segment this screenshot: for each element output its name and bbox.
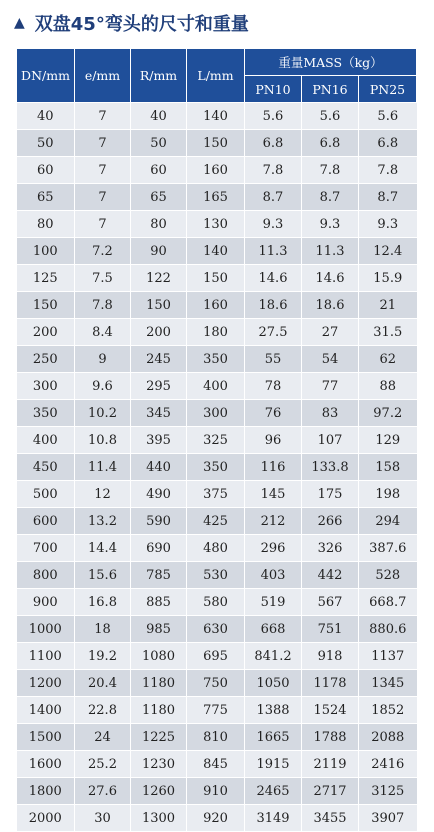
cell-pn25: 1852 (359, 697, 417, 724)
table-row (17, 589, 417, 616)
table-row (17, 319, 417, 346)
cell-pn16: 2119 (302, 751, 359, 778)
cell-dn: 150 (17, 292, 75, 319)
cell-l: 165 (187, 184, 245, 211)
cell-pn16: 8.7 (302, 184, 359, 211)
cell-dn: 1400 (17, 697, 75, 724)
cell-pn25: 3907 (359, 805, 417, 832)
table-row (17, 616, 417, 643)
table-row (17, 103, 417, 130)
cell-pn10: 212 (245, 508, 302, 535)
cell-pn16: 1788 (302, 724, 359, 751)
cell-e: 14.4 (75, 535, 131, 562)
cell-pn16: 11.3 (302, 238, 359, 265)
cell-e: 25.2 (75, 751, 131, 778)
cell-pn16: 18.6 (302, 292, 359, 319)
cell-l: 150 (187, 265, 245, 292)
cell-e: 7.2 (75, 238, 131, 265)
cell-pn10: 1665 (245, 724, 302, 751)
cell-dn: 400 (17, 427, 75, 454)
cell-pn16: 3455 (302, 805, 359, 832)
cell-dn: 1000 (17, 616, 75, 643)
table-row (17, 751, 417, 778)
cell-pn16: 1524 (302, 697, 359, 724)
cell-pn10: 18.6 (245, 292, 302, 319)
table-row (17, 562, 417, 589)
cell-dn: 800 (17, 562, 75, 589)
cell-l: 920 (187, 805, 245, 832)
cell-l: 845 (187, 751, 245, 778)
cell-pn25: 9.3 (359, 211, 417, 238)
cell-pn10: 1388 (245, 697, 302, 724)
cell-r: 1080 (131, 643, 187, 670)
cell-e: 16.8 (75, 589, 131, 616)
cell-l: 150 (187, 130, 245, 157)
table-row (17, 508, 417, 535)
cell-dn: 1500 (17, 724, 75, 751)
cell-pn16: 751 (302, 616, 359, 643)
cell-pn16: 175 (302, 481, 359, 508)
cell-pn25: 8.7 (359, 184, 417, 211)
cell-pn25: 1345 (359, 670, 417, 697)
cell-e: 19.2 (75, 643, 131, 670)
table-row (17, 130, 417, 157)
cell-l: 140 (187, 238, 245, 265)
table-row (17, 400, 417, 427)
cell-r: 1180 (131, 697, 187, 724)
cell-e: 13.2 (75, 508, 131, 535)
header-pn16: PN16 (302, 76, 359, 103)
cell-pn10: 296 (245, 535, 302, 562)
cell-pn10: 1050 (245, 670, 302, 697)
cell-l: 910 (187, 778, 245, 805)
cell-pn25: 1137 (359, 643, 417, 670)
cell-l: 775 (187, 697, 245, 724)
cell-dn: 1100 (17, 643, 75, 670)
cell-l: 130 (187, 211, 245, 238)
cell-l: 750 (187, 670, 245, 697)
cell-dn: 250 (17, 346, 75, 373)
cell-e: 18 (75, 616, 131, 643)
cell-dn: 125 (17, 265, 75, 292)
cell-r: 1230 (131, 751, 187, 778)
cell-pn16: 6.8 (302, 130, 359, 157)
cell-pn16: 918 (302, 643, 359, 670)
cell-e: 11.4 (75, 454, 131, 481)
cell-l: 580 (187, 589, 245, 616)
cell-dn: 65 (17, 184, 75, 211)
cell-pn10: 6.8 (245, 130, 302, 157)
cell-e: 22.8 (75, 697, 131, 724)
cell-pn10: 3149 (245, 805, 302, 832)
title-text: 双盘45°弯头的尺寸和重量 (34, 14, 249, 35)
cell-r: 50 (131, 130, 187, 157)
cell-pn16: 83 (302, 400, 359, 427)
cell-dn: 1600 (17, 751, 75, 778)
dimensions-table (16, 48, 417, 832)
cell-dn: 1800 (17, 778, 75, 805)
cell-e: 30 (75, 805, 131, 832)
cell-r: 885 (131, 589, 187, 616)
cell-pn25: 21 (359, 292, 417, 319)
cell-pn25: 88 (359, 373, 417, 400)
cell-r: 345 (131, 400, 187, 427)
cell-pn25: 6.8 (359, 130, 417, 157)
table-row (17, 157, 417, 184)
cell-l: 425 (187, 508, 245, 535)
cell-l: 630 (187, 616, 245, 643)
cell-r: 122 (131, 265, 187, 292)
cell-pn10: 76 (245, 400, 302, 427)
cell-dn: 100 (17, 238, 75, 265)
page-title (14, 10, 249, 36)
cell-pn25: 5.6 (359, 103, 417, 130)
cell-l: 350 (187, 346, 245, 373)
table-row (17, 265, 417, 292)
table-row (17, 697, 417, 724)
cell-l: 480 (187, 535, 245, 562)
cell-pn16: 9.3 (302, 211, 359, 238)
cell-pn25: 387.6 (359, 535, 417, 562)
cell-e: 15.6 (75, 562, 131, 589)
cell-dn: 500 (17, 481, 75, 508)
cell-r: 985 (131, 616, 187, 643)
cell-l: 400 (187, 373, 245, 400)
table-row (17, 454, 417, 481)
cell-l: 530 (187, 562, 245, 589)
header-dn: DN/mm (17, 49, 75, 103)
cell-r: 490 (131, 481, 187, 508)
cell-pn16: 5.6 (302, 103, 359, 130)
table-row (17, 805, 417, 832)
cell-l: 160 (187, 157, 245, 184)
cell-pn10: 9.3 (245, 211, 302, 238)
cell-pn16: 54 (302, 346, 359, 373)
cell-pn16: 567 (302, 589, 359, 616)
cell-pn25: 97.2 (359, 400, 417, 427)
cell-r: 690 (131, 535, 187, 562)
cell-dn: 700 (17, 535, 75, 562)
table-row (17, 535, 417, 562)
cell-l: 810 (187, 724, 245, 751)
triangle-icon: ▲ (14, 15, 25, 31)
cell-dn: 1200 (17, 670, 75, 697)
cell-pn16: 2717 (302, 778, 359, 805)
cell-e: 7 (75, 130, 131, 157)
cell-pn25: 31.5 (359, 319, 417, 346)
cell-pn10: 55 (245, 346, 302, 373)
cell-pn16: 27 (302, 319, 359, 346)
cell-l: 300 (187, 400, 245, 427)
cell-e: 9 (75, 346, 131, 373)
table-row (17, 724, 417, 751)
cell-dn: 50 (17, 130, 75, 157)
cell-pn10: 145 (245, 481, 302, 508)
cell-dn: 200 (17, 319, 75, 346)
cell-pn10: 27.5 (245, 319, 302, 346)
cell-dn: 40 (17, 103, 75, 130)
cell-pn16: 7.8 (302, 157, 359, 184)
header-l: L/mm (187, 49, 245, 103)
header-pn10: PN10 (245, 76, 302, 103)
table-row (17, 373, 417, 400)
cell-pn25: 15.9 (359, 265, 417, 292)
cell-dn: 60 (17, 157, 75, 184)
table-row (17, 643, 417, 670)
cell-e: 24 (75, 724, 131, 751)
cell-e: 10.2 (75, 400, 131, 427)
cell-dn: 80 (17, 211, 75, 238)
cell-e: 7.8 (75, 292, 131, 319)
cell-r: 1300 (131, 805, 187, 832)
table-row (17, 238, 417, 265)
cell-e: 7 (75, 211, 131, 238)
cell-pn25: 198 (359, 481, 417, 508)
cell-pn10: 668 (245, 616, 302, 643)
cell-dn: 450 (17, 454, 75, 481)
cell-pn10: 5.6 (245, 103, 302, 130)
table-row (17, 184, 417, 211)
cell-pn25: 2088 (359, 724, 417, 751)
cell-pn25: 668.7 (359, 589, 417, 616)
cell-pn10: 841.2 (245, 643, 302, 670)
cell-pn16: 1178 (302, 670, 359, 697)
cell-l: 140 (187, 103, 245, 130)
cell-e: 8.4 (75, 319, 131, 346)
cell-pn10: 1915 (245, 751, 302, 778)
header-e: e/mm (75, 49, 131, 103)
cell-r: 60 (131, 157, 187, 184)
cell-r: 295 (131, 373, 187, 400)
cell-pn16: 326 (302, 535, 359, 562)
cell-pn16: 14.6 (302, 265, 359, 292)
cell-l: 160 (187, 292, 245, 319)
cell-e: 9.6 (75, 373, 131, 400)
cell-pn10: 96 (245, 427, 302, 454)
cell-l: 350 (187, 454, 245, 481)
cell-l: 695 (187, 643, 245, 670)
cell-pn16: 442 (302, 562, 359, 589)
cell-r: 1225 (131, 724, 187, 751)
cell-pn25: 3125 (359, 778, 417, 805)
cell-r: 245 (131, 346, 187, 373)
cell-pn16: 133.8 (302, 454, 359, 481)
cell-pn16: 77 (302, 373, 359, 400)
table-row (17, 481, 417, 508)
table-row (17, 670, 417, 697)
cell-e: 20.4 (75, 670, 131, 697)
cell-r: 90 (131, 238, 187, 265)
cell-e: 7 (75, 157, 131, 184)
cell-pn10: 8.7 (245, 184, 302, 211)
cell-e: 27.6 (75, 778, 131, 805)
cell-pn10: 519 (245, 589, 302, 616)
cell-dn: 900 (17, 589, 75, 616)
cell-pn10: 7.8 (245, 157, 302, 184)
cell-r: 1260 (131, 778, 187, 805)
table-row (17, 346, 417, 373)
table-row (17, 211, 417, 238)
cell-r: 80 (131, 211, 187, 238)
cell-dn: 350 (17, 400, 75, 427)
table-row (17, 778, 417, 805)
cell-pn10: 2465 (245, 778, 302, 805)
cell-pn10: 403 (245, 562, 302, 589)
table-row (17, 292, 417, 319)
cell-pn25: 158 (359, 454, 417, 481)
cell-e: 7.5 (75, 265, 131, 292)
cell-pn25: 7.8 (359, 157, 417, 184)
cell-r: 395 (131, 427, 187, 454)
cell-dn: 300 (17, 373, 75, 400)
cell-pn25: 62 (359, 346, 417, 373)
cell-r: 785 (131, 562, 187, 589)
cell-r: 440 (131, 454, 187, 481)
cell-pn25: 2416 (359, 751, 417, 778)
cell-e: 7 (75, 184, 131, 211)
cell-pn10: 116 (245, 454, 302, 481)
header-pn25: PN25 (359, 76, 417, 103)
cell-r: 200 (131, 319, 187, 346)
cell-r: 1180 (131, 670, 187, 697)
cell-pn16: 266 (302, 508, 359, 535)
cell-r: 65 (131, 184, 187, 211)
cell-pn25: 294 (359, 508, 417, 535)
cell-pn10: 11.3 (245, 238, 302, 265)
cell-dn: 600 (17, 508, 75, 535)
table-body (17, 103, 417, 832)
cell-l: 375 (187, 481, 245, 508)
cell-e: 10.8 (75, 427, 131, 454)
cell-pn25: 528 (359, 562, 417, 589)
table-row (17, 427, 417, 454)
cell-r: 150 (131, 292, 187, 319)
cell-l: 180 (187, 319, 245, 346)
cell-r: 40 (131, 103, 187, 130)
cell-e: 12 (75, 481, 131, 508)
header-mass: 重量MASS（kg） (245, 49, 417, 76)
header-r: R/mm (131, 49, 187, 103)
cell-l: 325 (187, 427, 245, 454)
cell-dn: 2000 (17, 805, 75, 832)
cell-pn25: 880.6 (359, 616, 417, 643)
cell-pn25: 129 (359, 427, 417, 454)
cell-pn25: 12.4 (359, 238, 417, 265)
cell-r: 590 (131, 508, 187, 535)
cell-pn10: 14.6 (245, 265, 302, 292)
cell-pn16: 107 (302, 427, 359, 454)
cell-e: 7 (75, 103, 131, 130)
cell-pn10: 78 (245, 373, 302, 400)
